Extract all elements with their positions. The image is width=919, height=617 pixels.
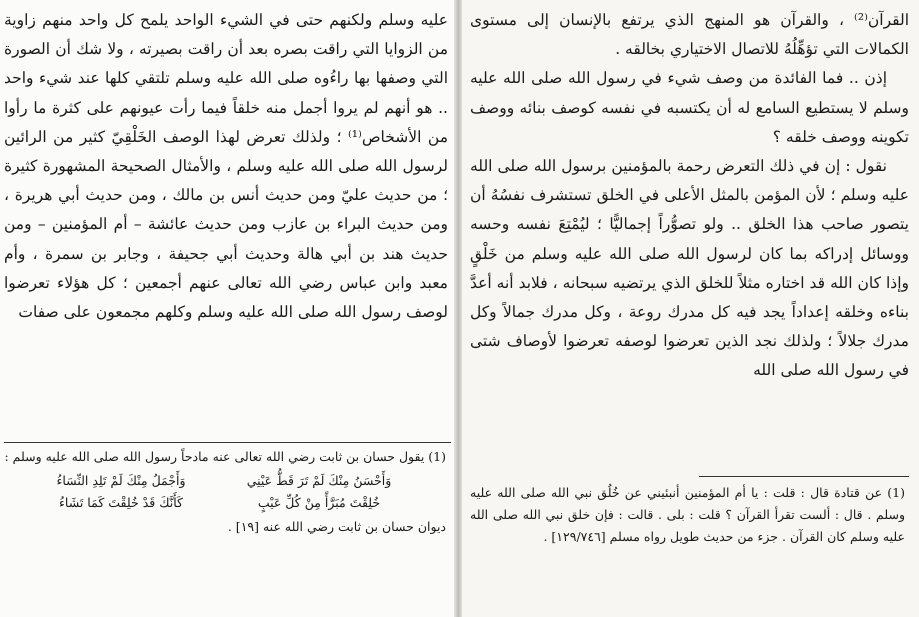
right-page-body bbox=[470, 6, 909, 386]
verse-hemistich: وَأَجْمَلُ مِنْكَ لَمْ تَلِدِ النِّسَاءُ bbox=[56, 473, 186, 488]
poem-verses bbox=[4, 470, 446, 514]
paragraph: عليه وسلم ولكنهم حتى في الشيء الواحد يلمح كل واحد منهم زاوية من الزوايا التي راقت بصره بعد أن راقت بصيرته ، ولا شك أن الصورة التي وصفها بها راءُوه صلى الله عليه وسلم تلتقي كلها عند شيء واحد .. هو أنهم لم يروا أجمل منه خلقاً فيما رأت عيونهم على كثرة ما رأوا من الأشخاص⁽¹⁾ ؛ ولذلك تعرض لهذا الوصف الخَلْقِيّ كثير من الرائين لرسول الله صلى الله عليه وسلم ، والأمثال الصحيحة المشهورة كثيرة ؛ من حديث عليّ ومن حديث أنس بن مالك ، ومن حديث أبي هريرة ، ومن حديث البراء بن عازب ومن حديث عائشة – أم المؤمنين – ومن حديث هند بن أبي هالة وحديث أبي جحيفة ، وجابر بن سمرة ، وأم معبد وابن عباس رضي الله تعالى عنهم أجمعين ؛ كل هؤلاء تعرضوا لوصف رسول الله صلى الله عليه وسلم وكلهم مجمعون على صفات bbox=[4, 11, 449, 322]
footnote-divider bbox=[4, 442, 451, 443]
right-page bbox=[462, 0, 919, 617]
left-page-body bbox=[4, 6, 448, 327]
paragraph: إذن .. فما الفائدة من وصف شيء في رسول الله صلى الله عليه وسلم لا يستطيع السامع له أن يكتسبه في نفسه كوصف بنائه ووصف تكوينه ووصف خلقه ؟ bbox=[470, 69, 909, 146]
left-page bbox=[0, 0, 456, 617]
verse-hemistich: خُلِقْتَ مُبَرَّأً مِنْ كُلِّ عَيْبٍ bbox=[257, 495, 381, 510]
verse-hemistich: كَأَنَّكَ قَدْ خُلِقْتَ كَمَا تَشَاءُ bbox=[59, 495, 183, 510]
verse-hemistich: وَأَحْسَنُ مِنْكَ لَمْ تَرَ قَطُّ عَيْنِي bbox=[246, 473, 392, 488]
left-footnote bbox=[4, 446, 446, 538]
footnote-text: (1) عن قتادة قال : قلت : يا أم المؤمنين أنبئيني عن خُلُق نبي الله صلى الله عليه وسلم . قال : ألست تقرأ القرآن ؟ قلت : بلى . قالت : فإن خلق نبي الله صلى الله عليه وسلم كان القرآن . جزء من حديث طويل رواه مسلم [١٢٩/٧٤٦] . bbox=[470, 485, 905, 544]
paragraph: القرآن⁽²⁾ ، والقرآن هو المنهج الذي يرتفع بالإنسان إلى مستوى الكمالات التي تؤهِّلُهُ للاتصال الاختياري بخالقه . bbox=[470, 11, 909, 59]
right-footnote bbox=[470, 482, 905, 548]
paragraph: نقول : إن في ذلك التعرض رحمة بالمؤمنين برسول الله صلى الله عليه وسلم ؛ لأن المؤمن بالمثل الأعلى في الخلق تستشرف نفسُهُ أن يتصور صاحب هذا الخلق .. ولو تصوُّراً إجماليًّا ؛ ليُمْتِعَ نفسه وحسه ووسائل إدراكه بما كان لرسول الله صلى الله عليه وسلم من خَلْقٍ وإذا كان الله قد اختاره مثلاً للخلق الذي يرتضيه سبحانه ، فلابد أنه أعدَّ بناءه وخلقه إعداداً يجد فيه كل مدرك روعة ، وكل مدرك جمالاً وكل مدرك جلالاً ؛ ولذلك نجد الذين تعرضوا لوصفه تعرضوا لأوصاف شتى في رسول الله صلى الله bbox=[470, 157, 909, 380]
footnote-intro: (1) يقول حسان بن ثابت رضي الله تعالى عنه مادحاً رسول الله صلى الله عليه وسلم : bbox=[4, 449, 446, 464]
footnote-divider bbox=[699, 476, 909, 477]
footnote-source: ديوان حسان بن ثابت رضي الله عنه [١٩] . bbox=[227, 519, 446, 534]
